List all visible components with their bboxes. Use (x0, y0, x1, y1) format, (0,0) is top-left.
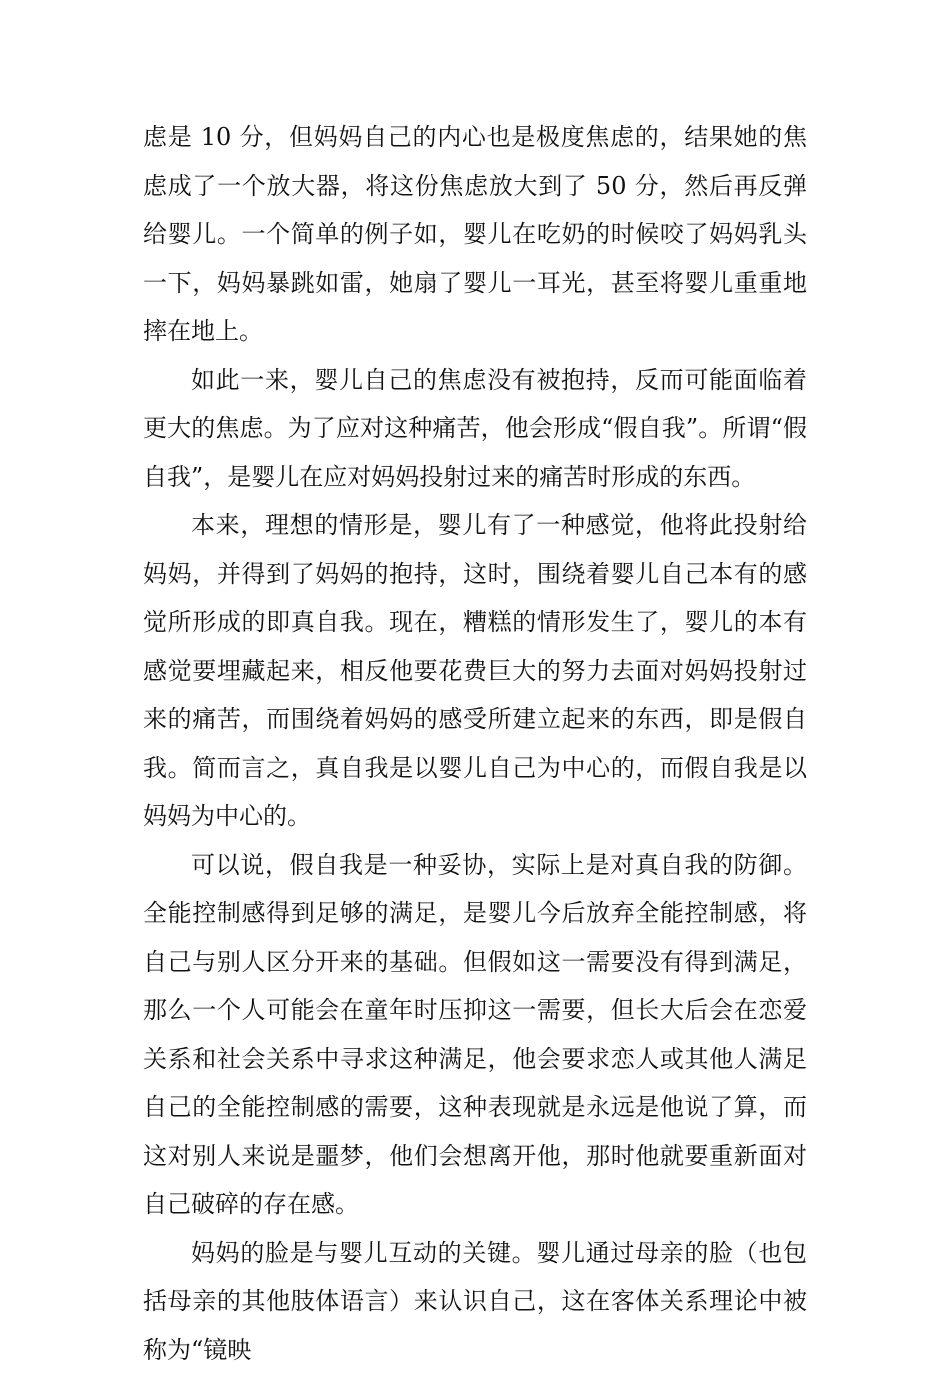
paragraph-4: 可以说，假自我是一种妥协，实际上是对真自我的防御。全能控制感得到足够的满足，是婴儿今后放弃全能控制感，将自己与别人区分开来的基础。但假如这一需要没有得到满足，那么一个人可能会在童年时压抑这一需要，但长大后会在恋爱关系和社会关系中寻求这种满足，他会要求恋人或其他人满足自己的全能控制感的需要，这种表现就是永远是他说了算，而这对别人来说是噩梦，他们会想离开他，那时他就要重新面对自己破碎的存在感。 (143, 841, 807, 1229)
body-text (143, 113, 807, 1374)
paragraph-1: 虑是 10 分，但妈妈自己的内心也是极度焦虑的，结果她的焦虑成了一个放大器，将这份焦虑放大到了 50 分，然后再反弹给婴儿。一个简单的例子如，婴儿在吃奶的时候咬了妈妈乳头一下，妈妈暴跳如雷，她扇了婴儿一耳光，甚至将婴儿重重地摔在地上。 (143, 113, 807, 356)
paragraph-5: 妈妈的脸是与婴儿互动的关键。婴儿通过母亲的脸（也包括母亲的其他肢体语言）来认识自己，这在客体关系理论中被称为“镜映 (143, 1229, 807, 1374)
paragraph-2: 如此一来，婴儿自己的焦虑没有被抱持，反而可能面临着更大的焦虑。为了应对这种痛苦，他会形成“假自我”。所谓“假自我”，是婴儿在应对妈妈投射过来的痛苦时形成的东西。 (143, 356, 807, 502)
paragraph-3: 本来，理想的情形是，婴儿有了一种感觉，他将此投射给妈妈，并得到了妈妈的抱持，这时，围绕着婴儿自己本有的感觉所形成的即真自我。现在，糟糕的情形发生了，婴儿的本有感觉要埋藏起来，相反他要花费巨大的努力去面对妈妈投射过来的痛苦，而围绕着妈妈的感受所建立起来的东西，即是假自我。简而言之，真自我是以婴儿自己为中心的，而假自我是以妈妈为中心的。 (143, 501, 807, 841)
